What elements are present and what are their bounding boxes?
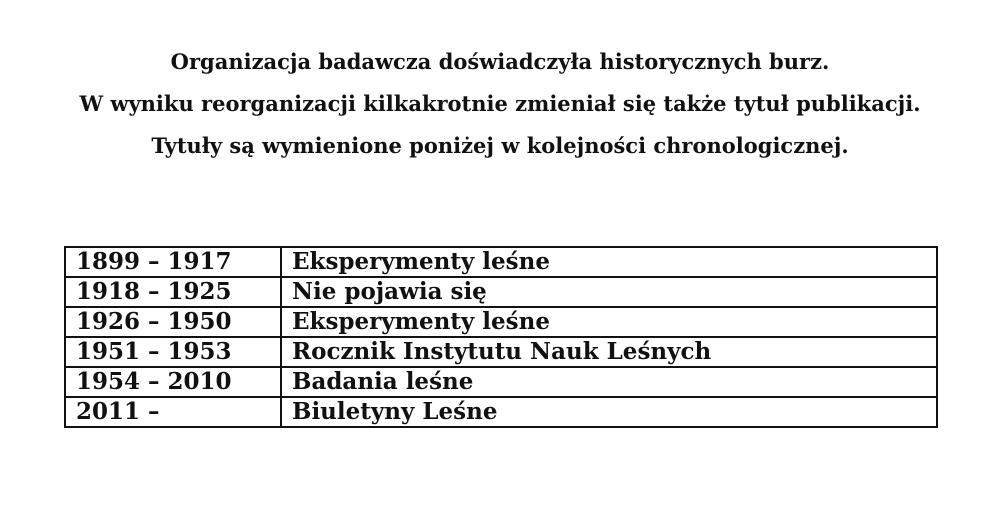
years-cell: 1926 – 1950 — [65, 307, 281, 337]
intro-line-reorganization: W wyniku reorganizacji kilkakrotnie zmieniał się także tytuł publikacji. — [79, 91, 921, 116]
table-row — [65, 307, 937, 337]
table-row — [65, 277, 937, 307]
years-cell: 1954 – 2010 — [65, 367, 281, 397]
title-cell: Rocznik Instytutu Nauk Leśnych — [281, 337, 937, 367]
intro-line-history: Organizacja badawcza doświadczyła historycznych burz. — [170, 49, 830, 74]
table-row — [65, 337, 937, 367]
years-cell: 1918 – 1925 — [65, 277, 281, 307]
intro-line-chronology: Tytuły są wymienione poniżej w kolejności chronologicznej. — [151, 133, 849, 158]
table-row — [65, 397, 937, 427]
title-cell: Eksperymenty leśne — [281, 247, 937, 277]
title-cell: Eksperymenty leśne — [281, 307, 937, 337]
title-cell: Biuletyny Leśne — [281, 397, 937, 427]
years-cell: 2011 – — [65, 397, 281, 427]
table-row — [65, 247, 937, 277]
publication-title-table — [64, 246, 938, 428]
title-cell: Nie pojawia się — [281, 277, 937, 307]
table-row — [65, 367, 937, 397]
years-cell: 1951 – 1953 — [65, 337, 281, 367]
years-cell: 1899 – 1917 — [65, 247, 281, 277]
intro-text — [40, 46, 960, 172]
title-cell: Badania leśne — [281, 367, 937, 397]
